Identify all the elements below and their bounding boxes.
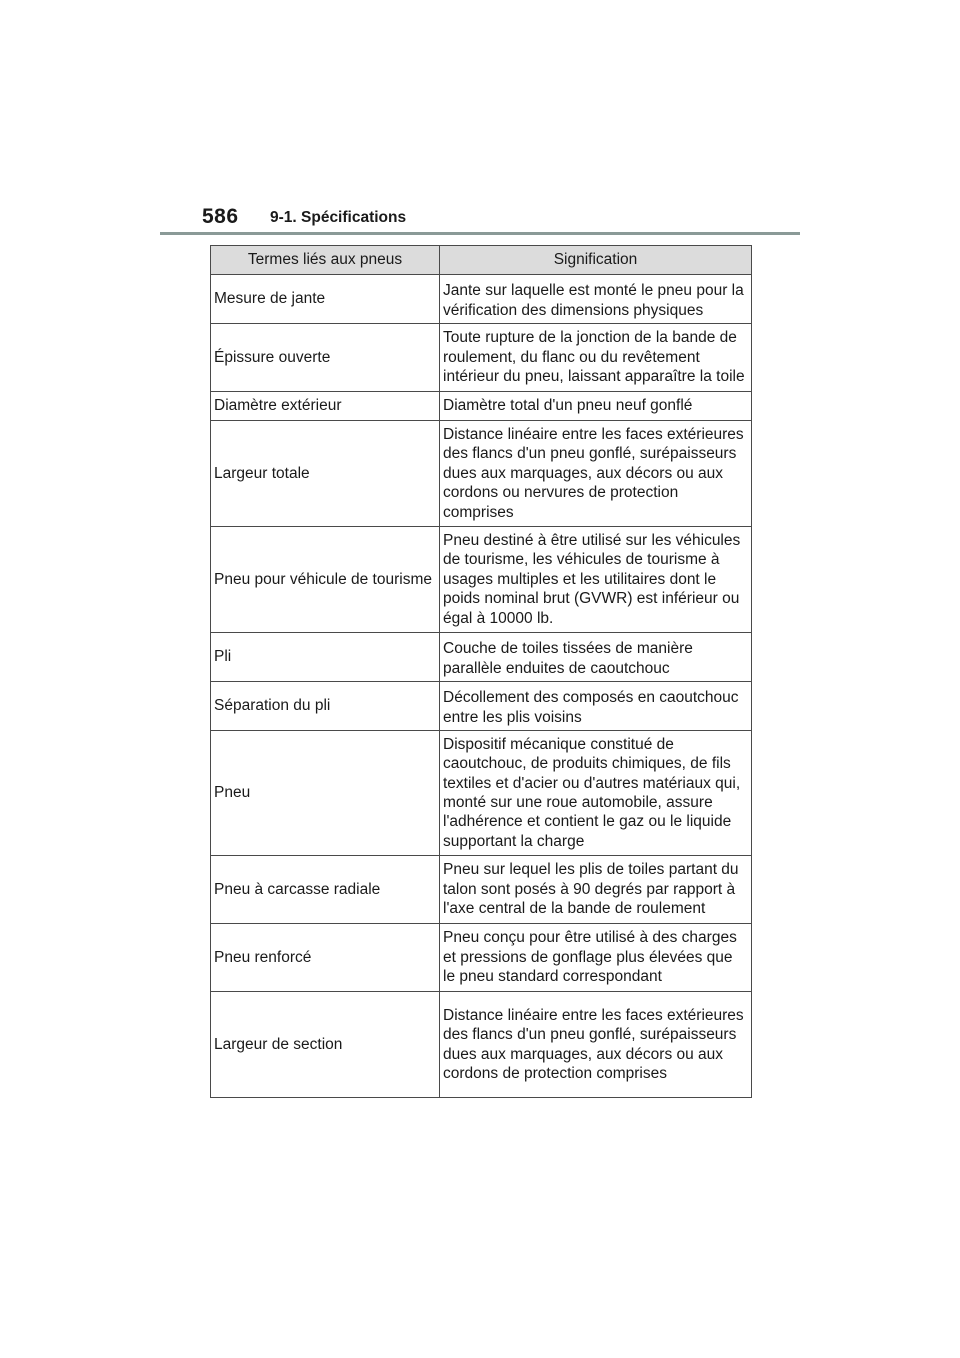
meaning-cell: Pneu sur lequel les plis de toiles partant du talon sont posés à 90 degrés par rapport à l'axe central de la bande de roulement — [440, 856, 752, 924]
table-row — [211, 275, 752, 324]
section-title: 9-1. Spécifications — [270, 209, 407, 226]
table-row — [211, 924, 752, 992]
term-cell: Mesure de jante — [211, 275, 440, 324]
table-row — [211, 324, 752, 392]
table-row — [211, 682, 752, 731]
term-cell: Pneu — [211, 731, 440, 856]
meaning-cell: Distance linéaire entre les faces extérieures des flancs d'un pneu gonflé, surépaisseurs dues aux marquages, aux décors ou aux cordons ou nervures de protection comprises — [440, 421, 752, 527]
table-row — [211, 421, 752, 527]
table-row — [211, 731, 752, 856]
tire-terms-table — [210, 245, 752, 1098]
table-row — [211, 392, 752, 421]
term-cell: Épissure ouverte — [211, 324, 440, 392]
table-row — [211, 527, 752, 633]
term-cell: Pneu renforcé — [211, 924, 440, 992]
page-header — [160, 200, 800, 233]
term-cell: Pneu pour véhicule de tourisme — [211, 527, 440, 633]
meaning-cell: Pneu destiné à être utilisé sur les véhicules de tourisme, les véhicules de tourisme à usages multiples et les utilitaires dont le poids nominal brut (GVWR) est inférieur ou égal à 10000 lb. — [440, 527, 752, 633]
meaning-cell: Diamètre total d'un pneu neuf gonflé — [440, 392, 752, 421]
term-cell: Largeur totale — [211, 421, 440, 527]
meaning-cell: Dispositif mécanique constitué de caoutchouc, de produits chimiques, de fils textiles et d'acier ou d'autres matériaux qui, monté sur une roue automobile, assure l'adhérence et contient le gaz ou le liquide supportant la charge — [440, 731, 752, 856]
table-row — [211, 992, 752, 1098]
table-row — [211, 856, 752, 924]
term-cell: Séparation du pli — [211, 682, 440, 731]
page-number: 586 — [202, 205, 239, 228]
table-header-row — [211, 246, 752, 275]
meaning-cell: Jante sur laquelle est monté le pneu pour la vérification des dimensions physiques — [440, 275, 752, 324]
meaning-cell: Toute rupture de la jonction de la bande de roulement, du flanc ou du revêtement intérieur du pneu, laissant apparaître la toile — [440, 324, 752, 392]
meaning-cell: Couche de toiles tissées de manière parallèle enduites de caoutchouc — [440, 633, 752, 682]
column-header-meaning: Signification — [440, 246, 752, 275]
header-divider — [160, 232, 800, 235]
meaning-cell: Décollement des composés en caoutchouc entre les plis voisins — [440, 682, 752, 731]
meaning-cell: Distance linéaire entre les faces extérieures des flancs d'un pneu gonflé, surépaisseurs dues aux marquages, aux décors ou aux cordons de protection comprises — [440, 992, 752, 1098]
table-row — [211, 633, 752, 682]
term-cell: Pli — [211, 633, 440, 682]
term-cell: Pneu à carcasse radiale — [211, 856, 440, 924]
meaning-cell: Pneu conçu pour être utilisé à des charges et pressions de gonflage plus élevées que le pneu standard correspondant — [440, 924, 752, 992]
column-header-term: Termes liés aux pneus — [211, 246, 440, 275]
term-cell: Largeur de section — [211, 992, 440, 1098]
term-cell: Diamètre extérieur — [211, 392, 440, 421]
